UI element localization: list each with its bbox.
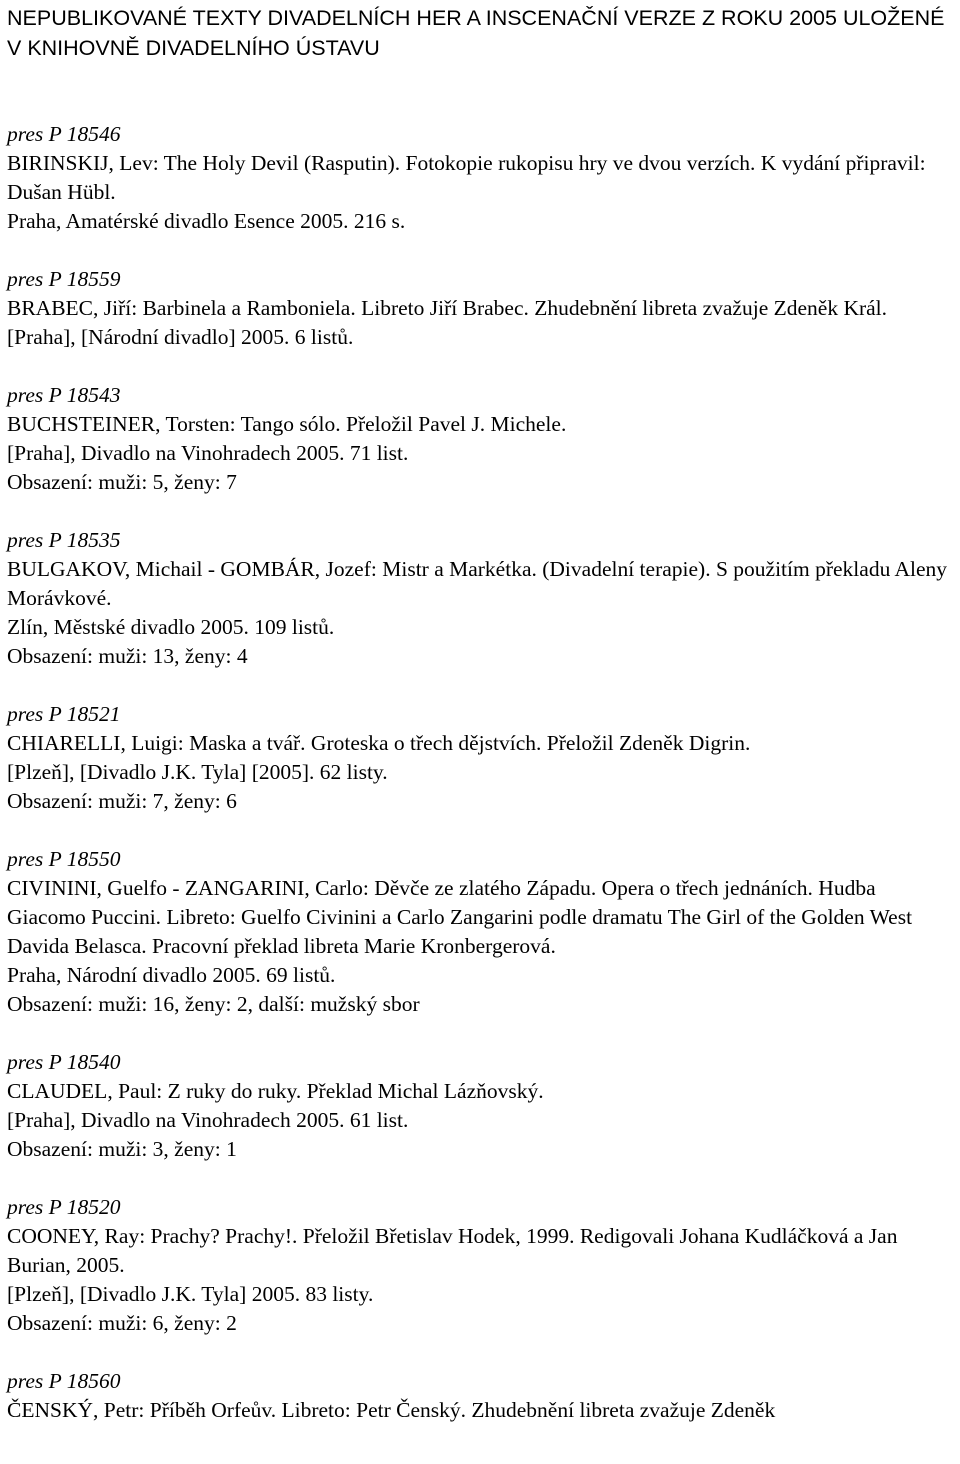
entry-signature: pres P 18543 — [7, 383, 121, 407]
entry-18559 — [7, 265, 952, 352]
entry-18535 — [7, 526, 952, 671]
page-title: NEPUBLIKOVANÉ TEXTY DIVADELNÍCH HER A INSCENAČNÍ VERZE Z ROKU 2005 ULOŽENÉ V KNIHOVNĚ DIVADELNÍHO ÚSTAVU — [7, 6, 945, 60]
entry-list — [7, 120, 952, 1425]
entry-signature: pres P 18520 — [7, 1195, 121, 1219]
entry-signature: pres P 18535 — [7, 528, 121, 552]
entry-18520 — [7, 1193, 952, 1338]
entry-imprint: Praha, Národní divadlo 2005. 69 listů. — [7, 963, 336, 987]
entry-18550 — [7, 845, 952, 1019]
entry-imprint: [Praha], [Národní divadlo] 2005. 6 listů. — [7, 325, 354, 349]
entry-description: BULGAKOV, Michail - GOMBÁR, Jozef: Mistr a Markétka. (Divadelní terapie). S použitím překladu Aleny Morávkové. — [7, 557, 948, 610]
entry-signature: pres P 18521 — [7, 702, 121, 726]
entry-imprint: Praha, Amatérské divadlo Esence 2005. 216 s. — [7, 209, 406, 233]
entry-signature: pres P 18546 — [7, 122, 121, 146]
entry-description: BUCHSTEINER, Torsten: Tango sólo. Přeložil Pavel J. Michele. — [7, 412, 567, 436]
entry-cast: Obsazení: muži: 3, ženy: 1 — [7, 1137, 237, 1161]
entry-imprint: [Praha], Divadlo na Vinohradech 2005. 61 list. — [7, 1108, 409, 1132]
entry-description: COONEY, Ray: Prachy? Prachy!. Přeložil Břetislav Hodek, 1999. Redigovali Johana Kudláčková a Jan Burian, 2005. — [7, 1224, 898, 1277]
entry-cast: Obsazení: muži: 5, ženy: 7 — [7, 470, 237, 494]
entry-18546 — [7, 120, 952, 236]
entry-description: ČENSKÝ, Petr: Příběh Orfeův. Libreto: Petr Čenský. Zhudebnění libreta zvažuje Zdeněk — [7, 1398, 776, 1422]
entry-18543 — [7, 381, 952, 497]
entry-18540 — [7, 1048, 952, 1164]
entry-signature: pres P 18540 — [7, 1050, 121, 1074]
entry-cast: Obsazení: muži: 6, ženy: 2 — [7, 1311, 237, 1335]
entry-signature: pres P 18550 — [7, 847, 121, 871]
entry-imprint: [Plzeň], [Divadlo J.K. Tyla] [2005]. 62 listy. — [7, 760, 388, 784]
entry-cast: Obsazení: muži: 13, ženy: 4 — [7, 644, 248, 668]
entry-description: CIVININI, Guelfo - ZANGARINI, Carlo: Děvče ze zlatého Západu. Opera o třech jednáních. Hudba Giacomo Puccini. Libreto: Guelfo Civinini a Carlo Zangarini podle dramatu The Girl of the Golden West Davida Belasca. Pracovní překlad libreta Marie Kronbergerová. — [7, 876, 913, 958]
entry-signature: pres P 18560 — [7, 1369, 121, 1393]
entry-18560 — [7, 1367, 952, 1425]
entry-cast: Obsazení: muži: 16, ženy: 2, další: mužský sbor — [7, 992, 420, 1016]
entry-description: BIRINSKIJ, Lev: The Holy Devil (Rasputin). Fotokopie rukopisu hry ve dvou verzích. K vydání připravil: Dušan Hübl. — [7, 151, 926, 204]
entry-imprint: Zlín, Městské divadlo 2005. 109 listů. — [7, 615, 335, 639]
entry-cast: Obsazení: muži: 7, ženy: 6 — [7, 789, 237, 813]
entry-18521 — [7, 700, 952, 816]
entry-imprint: [Praha], Divadlo na Vinohradech 2005. 71 list. — [7, 441, 409, 465]
entry-description: CLAUDEL, Paul: Z ruky do ruky. Překlad Michal Lázňovský. — [7, 1079, 544, 1103]
entry-description: BRABEC, Jiří: Barbinela a Ramboniela. Libreto Jiří Brabec. Zhudebnění libreta zvažuje Zdeněk Král. — [7, 296, 888, 320]
entry-signature: pres P 18559 — [7, 267, 121, 291]
entry-description: CHIARELLI, Luigi: Maska a tvář. Groteska o třech dějstvích. Přeložil Zdeněk Digrin. — [7, 731, 751, 755]
entry-imprint: [Plzeň], [Divadlo J.K. Tyla] 2005. 83 listy. — [7, 1282, 374, 1306]
